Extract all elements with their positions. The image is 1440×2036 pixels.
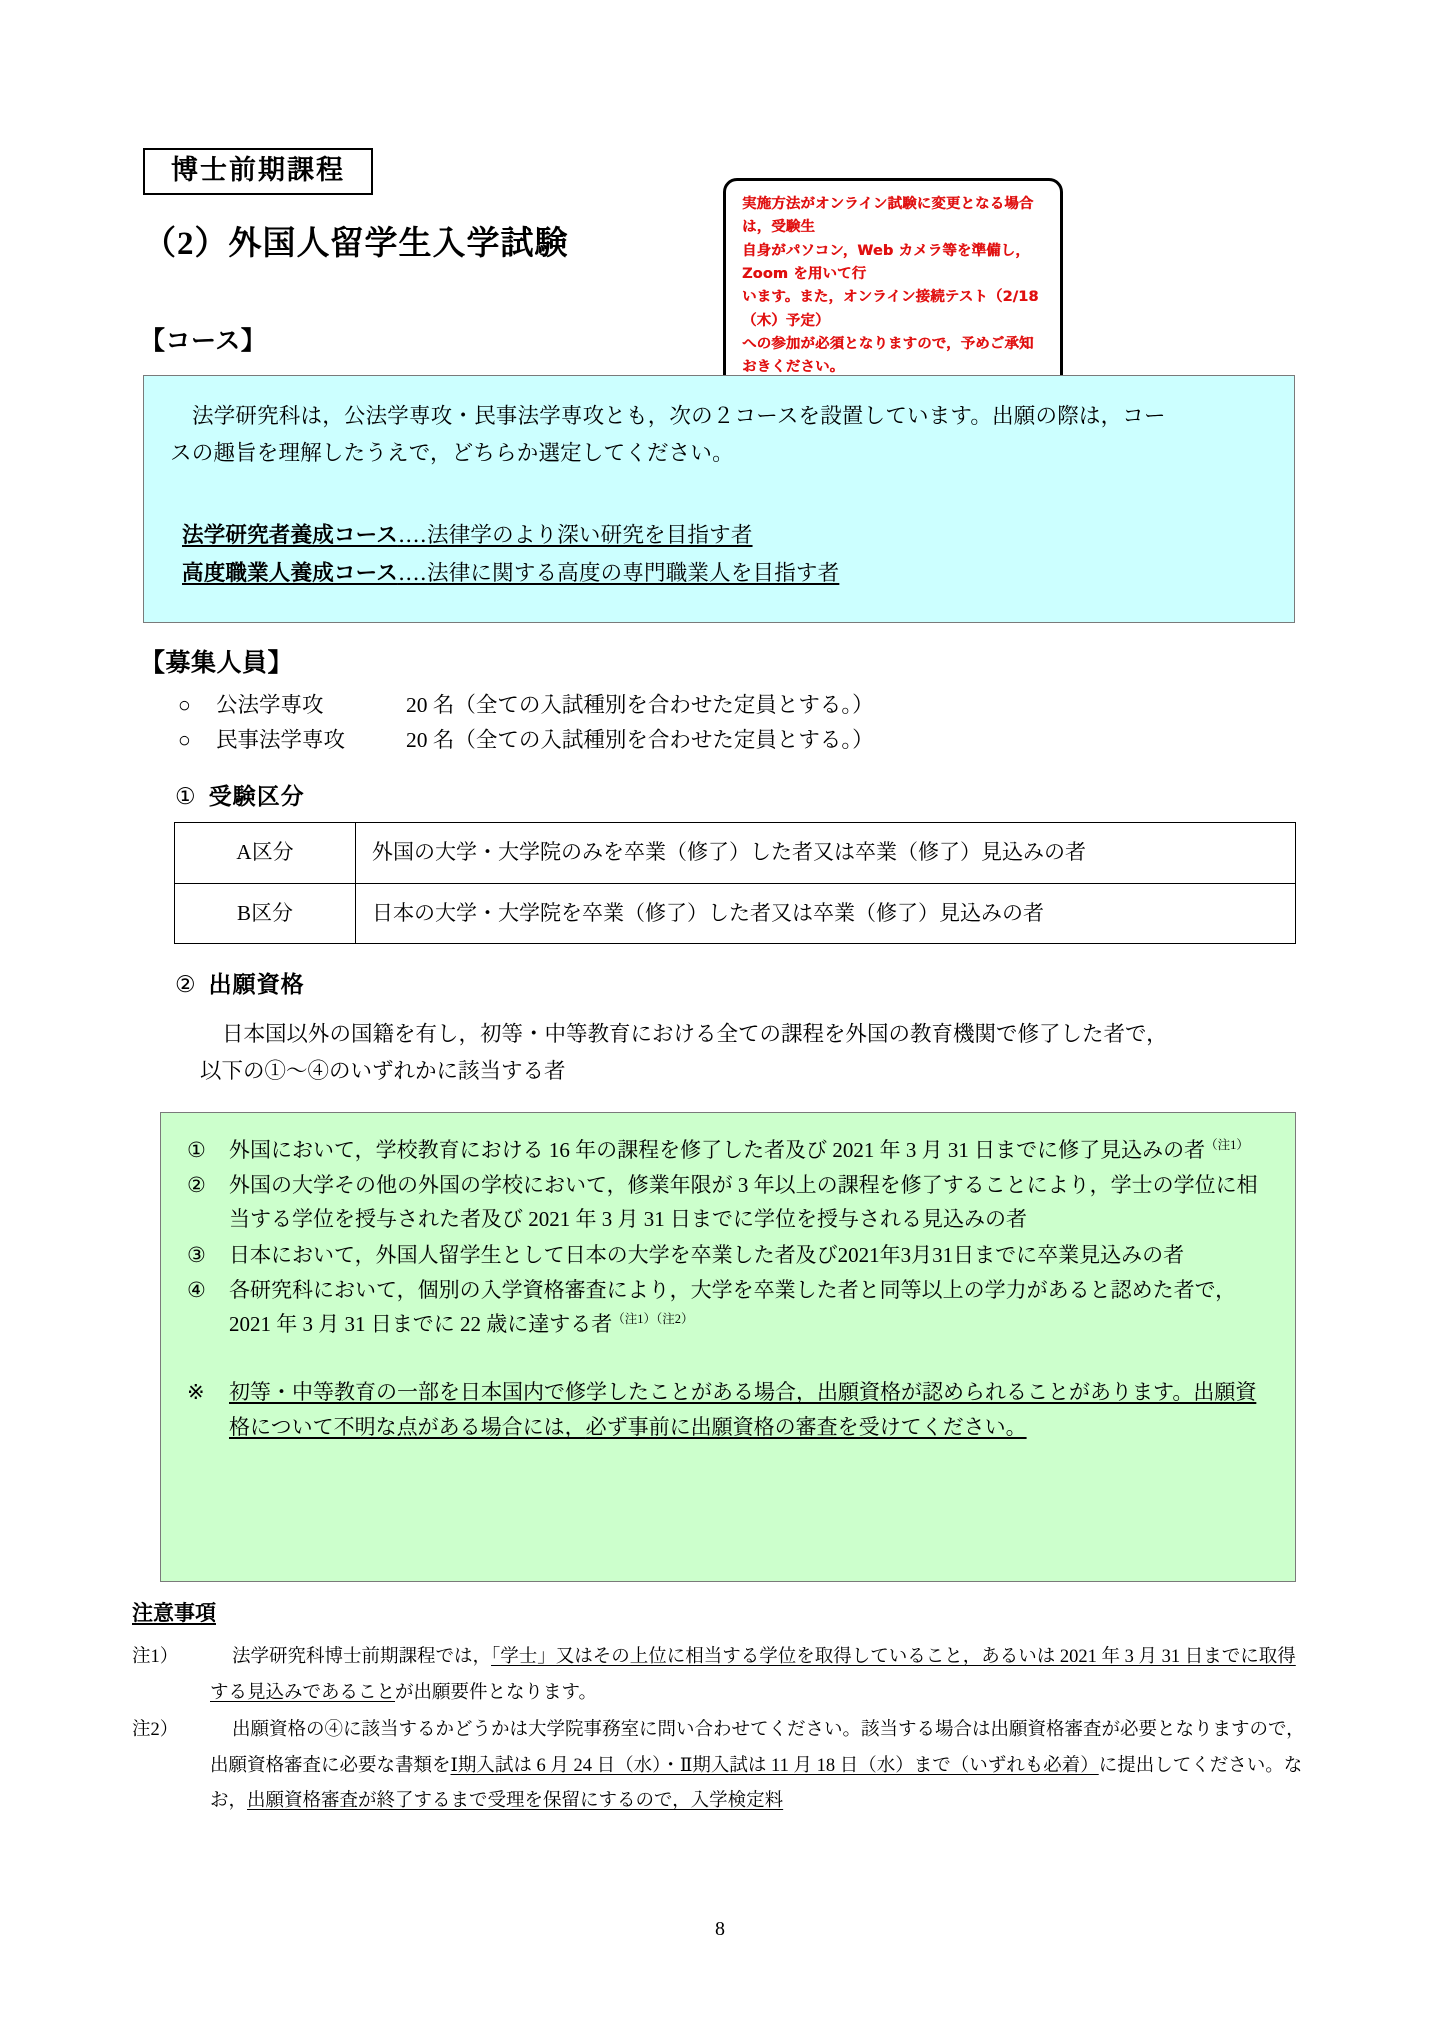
qualification-item-note-ref: （注1）（注2） — [612, 1312, 694, 1327]
capacity-major: 民事法学専攻 — [216, 727, 346, 752]
course-badge: 博士前期課程 — [143, 148, 373, 195]
course-paragraph-line-1: 法学研究科は，公法学専攻・民事法学専攻とも，次の２コースを設置しています。出願の際は，コー — [192, 404, 1166, 428]
qualification-item-note-ref: （注1） — [1205, 1138, 1249, 1152]
course-description-box — [143, 375, 1295, 623]
course-section-heading: 【コース】 — [140, 328, 267, 355]
notes-section-title: 注意事項 — [132, 1601, 216, 1625]
course-dots-professional: ‥‥ — [397, 561, 428, 586]
course-name-professional: 高度職業人養成コース — [182, 561, 398, 586]
notice-line-4: への参加が必須となりますので，予めご承知おきください。 — [742, 335, 1034, 376]
capacity-list — [178, 688, 874, 758]
note-item-1 — [132, 1640, 1312, 1711]
note-underlined-text: Ⅰ期入試は 6 月 24 日（水）・Ⅱ期入試は 11 月 18 日（水）まで（いずれも必着） — [450, 1755, 1099, 1776]
qualification-intro — [200, 1016, 1300, 1090]
course-item-researcher — [182, 516, 1268, 554]
capacity-quantity: 20 名（全ての入試種別を合わせた定員とする。） — [406, 693, 874, 717]
table-row — [175, 823, 1296, 884]
notice-line-1: 実施方法がオンライン試験に変更となる場合は，受験生 — [742, 196, 1034, 236]
qualification-intro-line-1: 日本国以外の国籍を有し，初等・中等教育における全ての課程を外国の教育機関で修了した者で， — [222, 1022, 1168, 1046]
capacity-section-heading: 【募集人員】 — [140, 650, 294, 677]
page-number: 8 — [715, 1918, 725, 1940]
qualification-heading — [175, 972, 305, 997]
capacity-quantity: 20 名（全ての入試種別を合わせた定員とする。） — [406, 727, 874, 752]
qualification-item-marker: ② — [187, 1173, 206, 1198]
exam-division-heading — [175, 784, 305, 809]
bullet-circle-icon: ○ — [178, 693, 191, 717]
qualification-item-marker: ③ — [187, 1242, 206, 1267]
qualification-criteria-box — [160, 1112, 1296, 1582]
qualification-item — [183, 1168, 1271, 1236]
bullet-circle-icon: ○ — [178, 727, 191, 752]
capacity-row — [178, 688, 874, 723]
qualification-item-text: 日本において，外国人留学生として日本の大学を卒業した者及び2021年3月31日までに卒業見込みの者 — [229, 1242, 1185, 1267]
qualification-item-marker: ① — [187, 1138, 206, 1162]
qualification-item — [183, 1238, 1271, 1272]
qualification-item-text: 外国において，学校教育における 16 年の課程を修了した者及び 2021 年 3 月 31 日までに修了見込みの者 — [229, 1138, 1206, 1162]
notice-line-3: います。また，オンライン接続テスト（2/18（木）予定） — [742, 289, 1039, 329]
course-desc-researcher: 法律学のより深い研究を目指す者 — [427, 522, 753, 547]
qualification-item-text: 各研究科において，個別の入学資格審査により，大学を卒業した者と同等以上の学力があると認めた者で，2021 年 3 月 31 日までに 22 歳に達する者 — [229, 1277, 1237, 1337]
note-underlined-text: 「学士」又はその上位に相当する学位を取得していること，あるいは 2021 年 3 月 31 日までに取得する見込みであること — [210, 1647, 1296, 1703]
exam-division-category: A区分 — [175, 823, 356, 884]
online-exam-notice-box — [723, 178, 1063, 395]
note-plain-text-mid: に提出してください。なお， — [210, 1755, 1303, 1812]
asterisk-note-text-part-1: 初等・中等教育の一部を日本国内で修学したことがある場合，出願資格が認められることがあります。出願資格について不明な点がある場合には， — [229, 1380, 1257, 1439]
qualification-item-text: 外国の大学その他の外国の学校において，修業年限が 3 年以上の課程を修了することにより，学士の学位に相当する学位を授与された者及び 2021 年 3 月 31 日までに学位を授与される見込みの者 — [229, 1173, 1258, 1232]
note-item-2 — [132, 1713, 1312, 1820]
exam-division-number: ① — [175, 784, 197, 809]
note-plain-text: 法学研究科博士前期課程では， — [232, 1647, 492, 1667]
notice-line-2: 自身がパソコン，Web カメラ等を準備し，Zoom を用いて行 — [742, 242, 1030, 282]
capacity-row — [178, 723, 874, 758]
note-label: 注2） — [132, 1720, 179, 1741]
exam-division-description: 日本の大学・大学院を卒業（修了）した者又は卒業（修了）見込みの者 — [356, 883, 1296, 944]
qualification-intro-line-2: 以下の①～④のいずれかに該当する者 — [200, 1058, 566, 1083]
note-plain-text: 出願資格の④に該当するかどうかは大学院事務室に問い合わせてください。該当する場合は出願資格審査が必要となりますので，出願資格審査に必要な書類を — [210, 1720, 1305, 1776]
capacity-major: 公法学専攻 — [216, 693, 324, 717]
qualification-item — [183, 1133, 1271, 1167]
exam-division-description: 外国の大学・大学院のみを卒業（修了）した者又は卒業（修了）見込みの者 — [356, 823, 1296, 884]
notes-section — [132, 1640, 1312, 1822]
course-paragraph-line-2: スの趣旨を理解したうえで，どちらか選定してください。 — [170, 440, 734, 465]
qualification-item-marker: ④ — [187, 1277, 206, 1302]
note-plain-text-tail: が出願要件となります。 — [395, 1682, 598, 1703]
exam-division-table — [174, 822, 1296, 944]
qualification-item — [183, 1273, 1271, 1341]
course-item-professional — [182, 554, 1268, 592]
course-desc-professional: 法律に関する高度の専門職業人を目指す者 — [427, 561, 840, 586]
note-label: 注1） — [132, 1647, 179, 1667]
note-underlined-text-2: 出願資格審査が終了するまで受理を保留にするので，入学検定料 — [247, 1791, 784, 1812]
asterisk-icon: ※ — [187, 1380, 205, 1405]
table-row — [175, 883, 1296, 944]
course-list — [170, 516, 1268, 593]
course-dots-researcher: ‥‥ — [397, 522, 428, 547]
qualification-asterisk-note — [183, 1375, 1271, 1443]
qualification-label: 出願資格 — [208, 972, 305, 997]
exam-division-category: B区分 — [175, 883, 356, 944]
exam-division-label: 受験区分 — [208, 784, 305, 809]
qualification-number: ② — [175, 972, 197, 997]
asterisk-note-text-part-2: 必ず事前に出願資格の審査を受けてください。 — [585, 1414, 1027, 1439]
course-name-researcher: 法学研究者養成コース — [182, 522, 398, 547]
page-title: （2）外国人留学生入学試験 — [143, 226, 569, 262]
